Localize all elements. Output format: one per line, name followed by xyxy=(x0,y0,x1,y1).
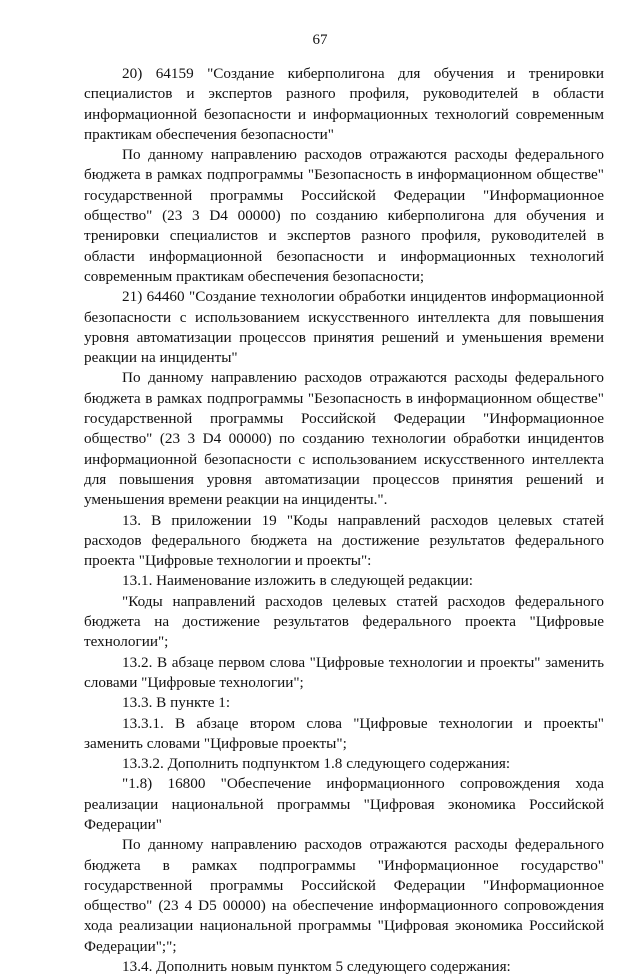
paragraph-clause-13-3-2: 13.3.2. Дополнить подпунктом 1.8 следующего содержания: xyxy=(122,755,511,773)
paragraph-clause-13-3-1: 13.3.1. В абзаце втором слова "Цифровые технологии и проекты" заменить словами "Цифровые проекты"; xyxy=(84,714,604,752)
paragraph-item-20-description: По данному направлению расходов отражаются расходы федерального бюджета в рамках подпрограммы "Безопасность в информационном обществе" государственной программы Российской Федерации "Информационное общество" (23 3 D4 00000) по созданию киберполигона для обучения и тренировки специалистов и экспертов разного профиля, руководителей в области информационной безопасности и информационных технологий современным практикам обеспечения безопасности; xyxy=(84,146,604,285)
paragraph-subitem-1-8-description: По данному направлению расходов отражаются расходы федерального бюджета в рамках подпрограммы "Информационное государство" государственной программы Российской Федерации "Информационное общество" (23 4 D5 00000) на обеспечение информационного сопровождения хода реализации национальной программы "Цифровая экономика Российской Федерации";"; xyxy=(84,836,604,955)
paragraph-clause-13-2: 13.2. В абзаце первом слова "Цифровые технологии и проекты" заменить словами "Цифровые технологии"; xyxy=(84,653,604,691)
document-body xyxy=(84,64,604,977)
paragraph-item-20: 20) 64159 "Создание киберполигона для обучения и тренировки специалистов и экспертов разного профиля, руководителей в области информационной безопасности и информационных технологий современным практикам обеспечения безопасности" xyxy=(84,65,604,143)
paragraph-clause-13-3: 13.3. В пункте 1: xyxy=(122,694,231,712)
paragraph-clause-13-1: 13.1. Наименование изложить в следующей редакции: xyxy=(122,572,473,590)
page-number: 67 xyxy=(312,32,328,48)
paragraph-item-21: 21) 64460 "Создание технологии обработки инцидентов информационной безопасности с использованием искусственного интеллекта для повышения уровня автоматизации процессов принятия решений и уменьшения времени реакции на инциденты" xyxy=(84,288,604,367)
paragraph-clause-13-4: 13.4. Дополнить новым пунктом 5 следующего содержания: xyxy=(122,958,511,976)
paragraph-clause-13: 13. В приложении 19 "Коды направлений расходов целевых статей расходов федерального бюджета на достижение результатов федерального проекта "Цифровые технологии и проекты": xyxy=(84,511,604,570)
paragraph-clause-13-1-text: "Коды направлений расходов целевых статей расходов федерального бюджета на достижение результатов федерального проекта "Цифровые технологии"; xyxy=(84,592,604,651)
paragraph-subitem-1-8: "1.8) 16800 "Обеспечение информационного сопровождения хода реализации национальной программы "Цифровая экономика Российской Федерации" xyxy=(84,775,604,833)
paragraph-item-21-description: По данному направлению расходов отражаются расходы федерального бюджета в рамках подпрограммы "Безопасность в информационном обществе" государственной программы Российской Федерации "Информационное общество" (23 3 D4 00000) по созданию технологии обработки инцидентов информационной безопасности с использованием искусственного интеллекта для повышения уровня автоматизации процессов принятия решений и уменьшения времени реакции на инциденты.". xyxy=(84,369,604,509)
